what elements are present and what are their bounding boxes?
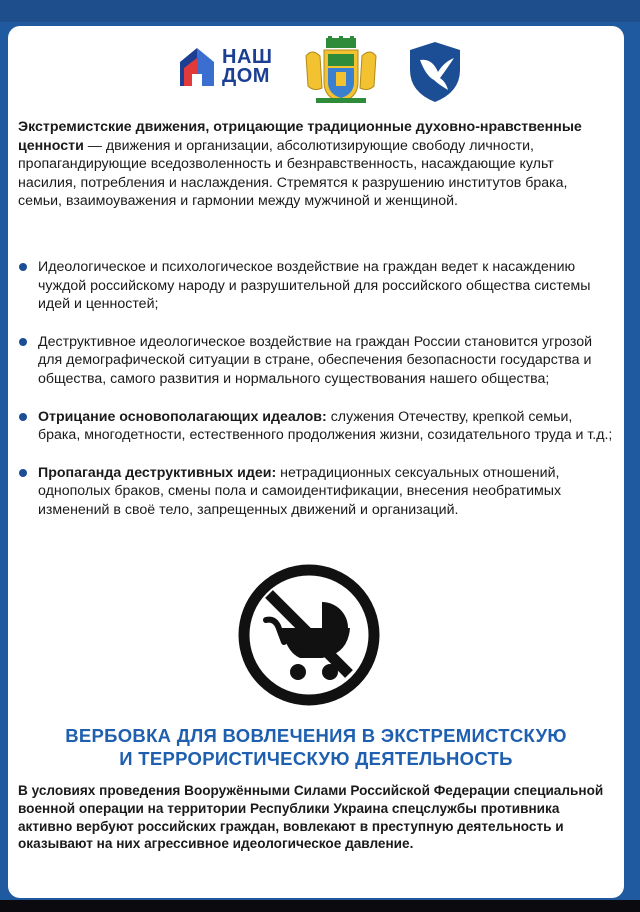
bullet-dot-icon xyxy=(19,338,27,346)
heading-line-2: И ТЕРРОРИСТИЧЕСКУЮ ДЕЯТЕЛЬНОСТЬ xyxy=(119,748,513,769)
bullet-dot-icon xyxy=(19,413,27,421)
bullet-dot-icon xyxy=(19,469,27,477)
bullet-dot-icon xyxy=(19,263,27,271)
bullet-text: служения Отечеству, крепкой семьи, брака, многодетности, естественного продолжения жизни, созидательного труда и т.д.; xyxy=(38,408,613,444)
bullet-list xyxy=(18,258,614,539)
bullet-bold: Пропаганда деструктивных идеи: xyxy=(38,464,277,481)
bullet-text: нетрадиционных сексуальных отношений, однополых браков, смены пола и самоидентификации, внесения необратимых изменений в своё тело, запрещенных движений и организаций. xyxy=(38,464,562,518)
coat-of-arms-icon xyxy=(302,36,380,106)
bullet-bold: Отрицание основополагающих идеалов: xyxy=(38,408,327,425)
bullet-item xyxy=(18,258,614,314)
intro-text: — движения и организации, абсолютизирующие свободу личности, пропагандирующие вседозволенность и безнравственность, насаждающие культ насилия, потребления и наслаждения. Стремятся к разрушению институтов брака, семьи, взаимоуважения и гармонии между мужчиной и женщиной. xyxy=(18,137,568,210)
house-logo-icon xyxy=(178,46,216,90)
nash-dom-logo xyxy=(178,44,278,94)
bullet-item xyxy=(18,408,614,445)
bird-shield-icon xyxy=(406,40,464,104)
bottom-strip xyxy=(0,900,640,912)
bullet-item xyxy=(18,464,614,520)
logo-row xyxy=(8,36,624,106)
outro-paragraph: В условиях проведения Вооружёнными Силами Российской Федерации специальной военной операции на территории Республики Украина спецслужбы противника активно вербуют российских граждан, вовлекают в преступную деятельность и оказывают на них агрессивное идеологическое давление. xyxy=(18,783,604,852)
nash-dom-text: НАШ ДОМ xyxy=(222,46,273,87)
leaflet-card xyxy=(8,26,624,898)
intro-bold-term: Экстремистские движения, отрицающие традиционные духовно-нравственные ценности xyxy=(18,119,582,154)
bullet-item xyxy=(18,333,614,389)
no-stroller-icon xyxy=(236,562,382,708)
heading-line-1: ВЕРБОВКА ДЛЯ ВОВЛЕЧЕНИЯ В ЭКСТРЕМИСТСКУЮ xyxy=(65,725,567,746)
intro-paragraph xyxy=(18,118,614,211)
top-strip xyxy=(0,0,640,22)
recruitment-heading xyxy=(18,724,614,770)
bullet-text: Деструктивное идеологическое воздействие на граждан России становится угрозой для демографической ситуации в стране, обеспечения безопасности государства и общества, самого развития и нормального существования нашего общества; xyxy=(38,333,593,387)
bullet-text: Идеологическое и психологическое воздействие на граждан ведет к насаждению чуждой российскому народу и разрушительной для российского общества системы идей и ценностей; xyxy=(38,259,591,313)
